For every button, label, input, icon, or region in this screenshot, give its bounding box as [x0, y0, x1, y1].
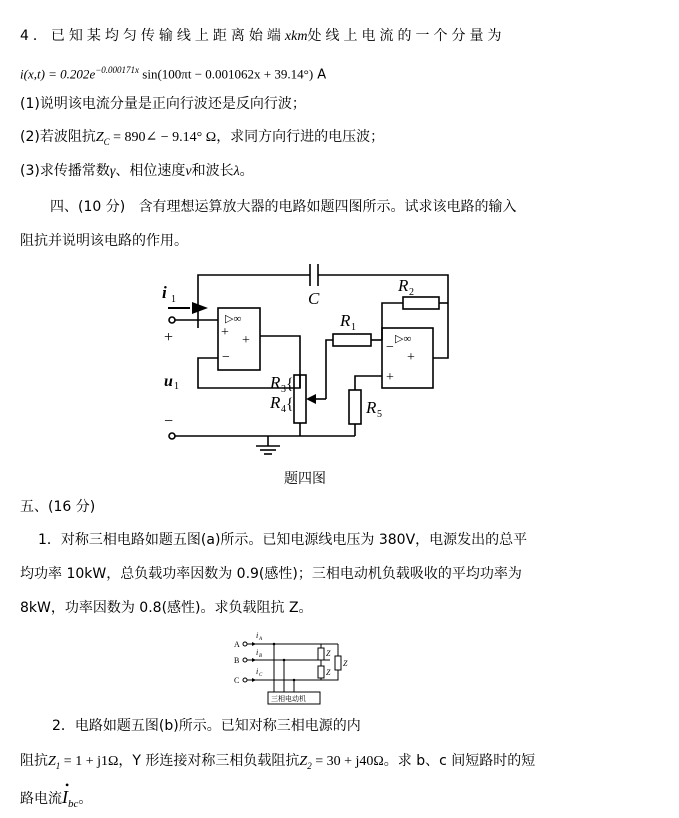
eq-unit: A — [313, 67, 327, 83]
p2-text-b: ，Y 形连接对称三相负载阻抗 — [118, 753, 300, 769]
label-R3: R — [270, 373, 281, 392]
q4-stem — [20, 26, 505, 47]
label-minus: − — [164, 413, 174, 430]
fig5a-label-iB-sub: B — [259, 654, 263, 659]
sec4-paragraph-line1 — [50, 197, 517, 217]
item2-z: Z — [95, 130, 104, 145]
label-R2: R — [398, 276, 409, 295]
fig4-caption: 题四图 — [284, 471, 326, 487]
label-R5-sub: 5 — [377, 409, 382, 420]
item2-z-sub: C — [103, 136, 110, 147]
item2-value: = 890∠ − 9.14° Ω — [109, 130, 217, 145]
phasor-dot-icon: • — [65, 778, 70, 792]
q4-stem-a: 已知某均匀传输线上距离始端 — [50, 28, 285, 44]
sec5-p2-line1: 2．电路如题五图(b)所示。已知对称三相电源的内 — [52, 718, 361, 734]
q4-stem-var: xkm — [284, 29, 308, 44]
left-opamp-plus: + — [242, 333, 250, 348]
sec4-heading: 四、(10 分) — [50, 199, 126, 215]
q4-number: 4． — [20, 28, 51, 44]
left-opamp-minus: − — [222, 350, 230, 365]
fig5a-label-Z3: Z — [343, 659, 348, 668]
circuit-diagram-fig4 — [150, 258, 470, 463]
fig5a-label-Z2: Z — [326, 668, 331, 677]
label-u1: u — [164, 373, 173, 390]
eq-e: e — [89, 66, 96, 82]
label-u1-sub: 1 — [174, 381, 179, 392]
p2-z2-sub: 2 — [307, 760, 312, 771]
left-opamp-plus-top: + — [221, 325, 229, 340]
sec5-p1-line2: 均功率 10kW，总负载功率因数为 0.9(感性)；三相电动机负载吸收的平均功率为 — [20, 566, 522, 582]
p2-ibc-sub: bc — [68, 797, 79, 810]
left-opamp-symbol: ▷∞ — [225, 313, 242, 325]
label-i1: i — [162, 283, 167, 302]
label-C: C — [308, 289, 320, 308]
eq-lhs: i(x,t) = 0.202 — [20, 66, 90, 82]
label-R5: R — [366, 398, 377, 417]
fig5a-label-Z1: Z — [326, 649, 331, 658]
current-arrow-icon — [192, 302, 208, 314]
fig5a-label-A: A — [234, 640, 240, 649]
sec5-p2-line2 — [20, 751, 535, 776]
fig5a-motor-label: 三相电动机 — [271, 695, 306, 703]
p2-text-a: 阻抗 — [20, 753, 48, 769]
q4-item-2 — [20, 127, 384, 152]
label-R3-sub: 3 — [281, 384, 286, 395]
p2-text-c: 。求 b、c 间短路时的短 — [383, 753, 536, 769]
brace-lower: { — [286, 396, 294, 413]
item3-v: v — [185, 164, 192, 179]
item3-gamma: γ — [109, 164, 116, 179]
item3-text-a: (3)求传播常数 — [20, 163, 110, 179]
item3-text-d: 。 — [239, 163, 254, 179]
brace-upper: { — [286, 376, 294, 393]
q4-item-1: (1)说明该电流分量是正向行波还是反向行波； — [20, 96, 306, 112]
label-R4: R — [270, 393, 281, 412]
eq-exponent: −0.000171x — [95, 65, 140, 75]
p2-z1: Z — [48, 754, 56, 769]
sec4-text1: 含有理想运算放大器的电路如题四图所示。试求该电路的输入 — [138, 199, 517, 215]
q4-stem-b: 处线上电流的一个分量为 — [307, 28, 506, 44]
eq-sin: sin(100πt − 0.001062x + 39.14°) — [139, 66, 314, 82]
label-i1-sub: 1 — [171, 294, 176, 305]
fig5a-label-C: C — [234, 676, 240, 685]
right-opamp-minus: − — [386, 340, 394, 355]
q4-equation — [20, 60, 326, 85]
item3-text-b: 、相位速度 — [115, 163, 186, 179]
fig5a-label-iA: i — [256, 631, 259, 640]
fig5a-label-iB: i — [256, 648, 259, 657]
wiper-arrow-icon — [306, 394, 316, 404]
label-R2-sub: 2 — [409, 287, 414, 298]
label-R1: R — [340, 311, 351, 330]
sec5-p1-line1: 1．对称三相电路如题五图(a)所示。已知电源线电压为 380V，电源发出的总平 — [38, 532, 528, 548]
item3-text-c: 和波长 — [191, 163, 234, 179]
right-opamp-plus-right: + — [407, 350, 415, 365]
fig5a-label-B: B — [234, 656, 240, 665]
right-opamp-plus: + — [386, 370, 394, 385]
label-plus: + — [164, 329, 174, 346]
sec5-p2-line3 — [20, 778, 93, 814]
p2-ibc — [62, 778, 70, 807]
p2-z1-value: = 1 + j1Ω — [60, 754, 119, 769]
p2-z2: Z — [299, 754, 308, 769]
fig5a-label-iA-sub: A — [259, 637, 263, 642]
fig5a-label-iC-sub: C — [259, 673, 263, 678]
p2-z2-value: = 30 + j40Ω — [311, 754, 384, 769]
label-R1-sub: 1 — [351, 322, 356, 333]
p2-text-e: 。 — [78, 791, 93, 807]
q4-item-3 — [20, 161, 254, 182]
right-opamp-symbol: ▷∞ — [395, 333, 412, 345]
fig5a-label-iC: i — [256, 667, 259, 676]
sec5-heading: 五、(16 分) — [20, 499, 96, 515]
circuit-diagram-fig5a — [232, 626, 362, 710]
label-R4-sub: 4 — [281, 404, 286, 415]
item2-text-a: (2)若波阻抗 — [20, 129, 96, 145]
item3-lambda: λ — [233, 164, 240, 179]
p2-text-d: 路电流 — [20, 791, 62, 807]
item2-text-b: ，求同方向行进的电压波； — [216, 129, 385, 145]
sec5-p1-line3: 8kW，功率因数为 0.8(感性)。求负载阻抗 Z。 — [20, 600, 313, 616]
sec4-paragraph-line2: 阻抗并说明该电路的作用。 — [20, 233, 188, 249]
p2-z1-sub: 1 — [55, 760, 61, 771]
p2-ibc-letter: I — [62, 787, 68, 807]
